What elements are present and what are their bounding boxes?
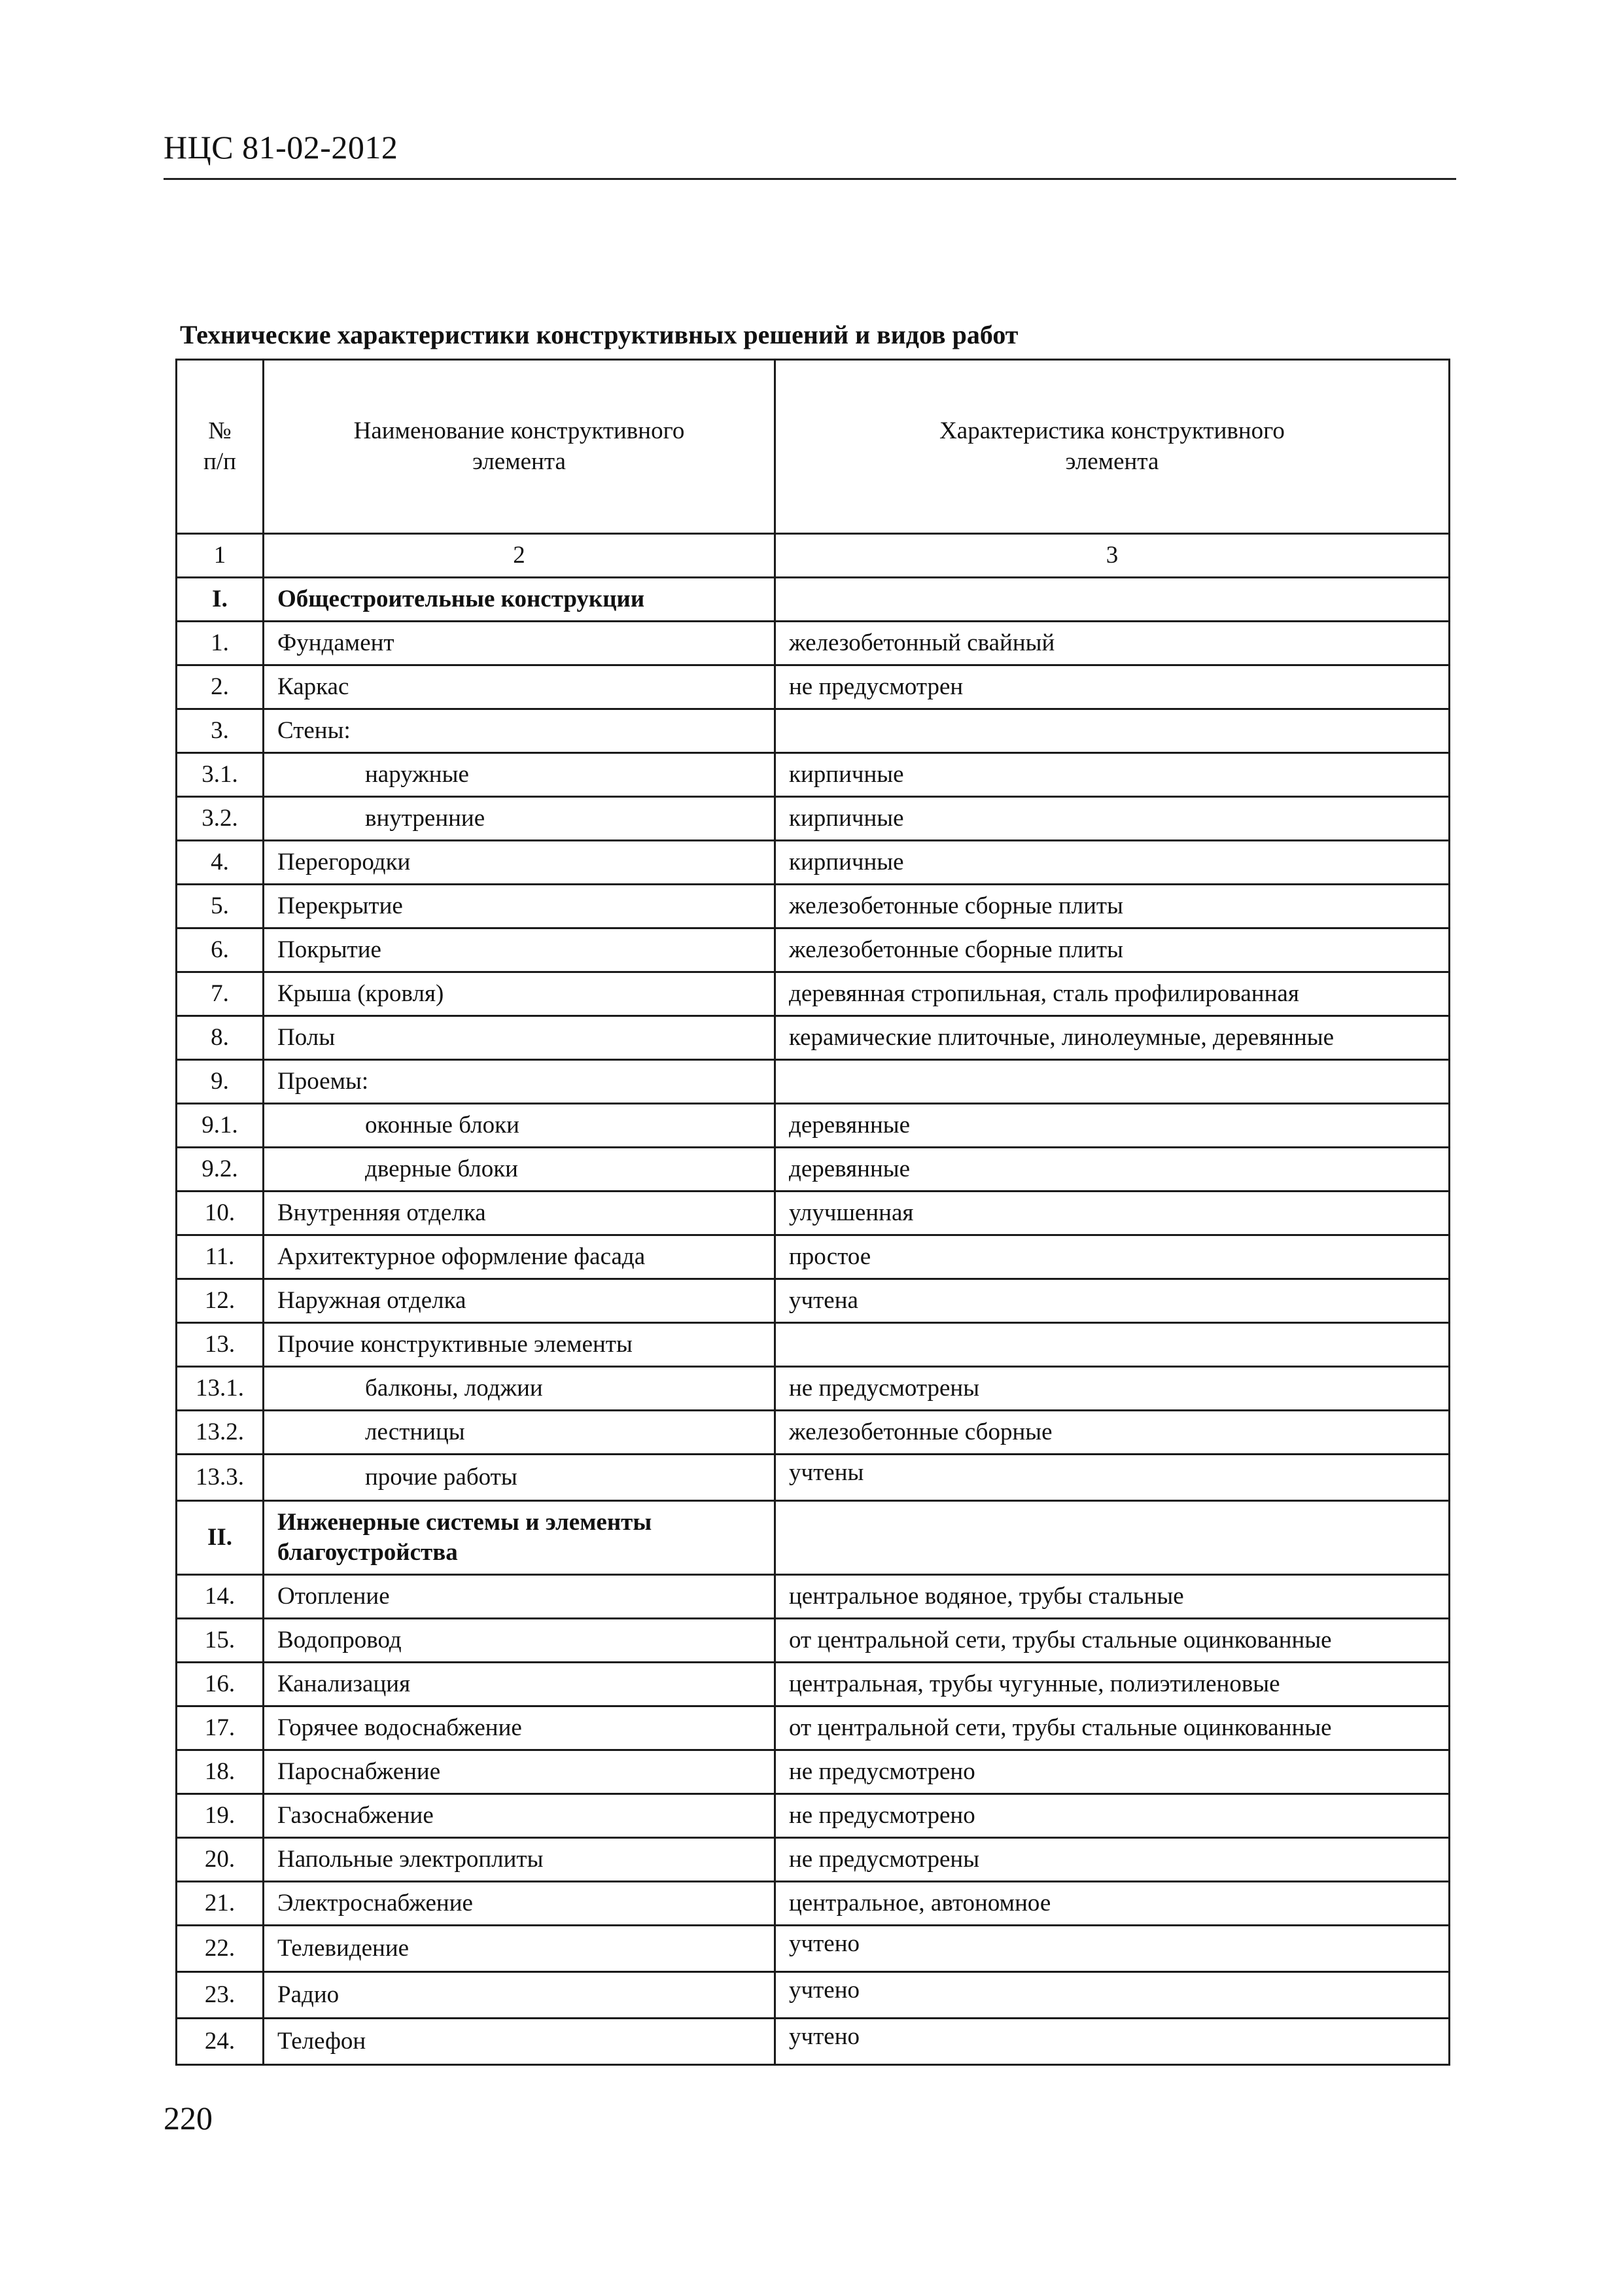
element-characteristic: учтена — [775, 1279, 1450, 1323]
document-code: НЦС 81-02-2012 — [164, 129, 398, 166]
table-row — [177, 1104, 1450, 1148]
element-name: Инженерные системы и элементы благоустройства — [264, 1501, 775, 1575]
element-characteristic: железобетонные сборные плиты — [775, 928, 1450, 972]
element-name: Перегородки — [264, 841, 775, 885]
table-row — [177, 2019, 1450, 2065]
element-characteristic — [775, 709, 1450, 753]
column-header-characteristic: Характеристика конструктивного элемента — [775, 360, 1450, 534]
element-characteristic: деревянные — [775, 1148, 1450, 1192]
element-name: Наружная отделка — [264, 1279, 775, 1323]
element-characteristic: не предусмотрены — [775, 1367, 1450, 1411]
element-characteristic: от центральной сети, трубы стальные оцинкованные — [775, 1706, 1450, 1750]
row-number: 8. — [177, 1016, 264, 1060]
element-characteristic: кирпичные — [775, 841, 1450, 885]
header-rule — [164, 178, 1456, 180]
element-name: Фундамент — [264, 622, 775, 665]
column-number-row — [177, 534, 1450, 578]
row-number: 3. — [177, 709, 264, 753]
element-characteristic: от центральной сети, трубы стальные оцинкованные — [775, 1619, 1450, 1663]
table-row — [177, 1706, 1450, 1750]
column-header-name: Наименование конструктивного элемента — [264, 360, 775, 534]
row-number: 21. — [177, 1882, 264, 1926]
table-row — [177, 1235, 1450, 1279]
table-row — [177, 1323, 1450, 1367]
row-number: 13.2. — [177, 1411, 264, 1455]
row-number: 17. — [177, 1706, 264, 1750]
element-characteristic: не предусмотрено — [775, 1750, 1450, 1794]
row-number: I. — [177, 578, 264, 622]
row-number: 6. — [177, 928, 264, 972]
table-row — [177, 1279, 1450, 1323]
row-number: 13.1. — [177, 1367, 264, 1411]
table-row — [177, 1455, 1450, 1501]
row-number: 11. — [177, 1235, 264, 1279]
row-number: 9.1. — [177, 1104, 264, 1148]
element-name: наружные — [264, 753, 775, 797]
table-row — [177, 1619, 1450, 1663]
element-characteristic: железобетонные сборные — [775, 1411, 1450, 1455]
element-name: прочие работы — [264, 1455, 775, 1501]
element-name: Телевидение — [264, 1926, 775, 1972]
row-number: 5. — [177, 885, 264, 928]
table-row — [177, 1663, 1450, 1706]
table-row — [177, 1411, 1450, 1455]
element-characteristic: железобетонные сборные плиты — [775, 885, 1450, 928]
table-row — [177, 1750, 1450, 1794]
row-number: 2. — [177, 665, 264, 709]
table-row — [177, 1367, 1450, 1411]
table-row — [177, 1882, 1450, 1926]
table-row — [177, 709, 1450, 753]
row-number: 9.2. — [177, 1148, 264, 1192]
column-number: 2 — [264, 534, 775, 578]
table-row — [177, 1016, 1450, 1060]
row-number: 22. — [177, 1926, 264, 1972]
element-name: Перекрытие — [264, 885, 775, 928]
element-name: Отопление — [264, 1575, 775, 1619]
table-row — [177, 1148, 1450, 1192]
element-name: Прочие конструктивные элементы — [264, 1323, 775, 1367]
table-row — [177, 1575, 1450, 1619]
row-number: 10. — [177, 1192, 264, 1235]
row-number: 13.3. — [177, 1455, 264, 1501]
element-name: Проемы: — [264, 1060, 775, 1104]
element-characteristic — [775, 578, 1450, 622]
column-header-number: № п/п — [177, 360, 264, 534]
column-number: 3 — [775, 534, 1450, 578]
row-number: 23. — [177, 1972, 264, 2019]
element-name: Водопровод — [264, 1619, 775, 1663]
table-row — [177, 622, 1450, 665]
section-row — [177, 1501, 1450, 1575]
element-name: Пароснабжение — [264, 1750, 775, 1794]
element-characteristic: простое — [775, 1235, 1450, 1279]
element-characteristic: деревянные — [775, 1104, 1450, 1148]
table-row — [177, 753, 1450, 797]
element-characteristic: центральная, трубы чугунные, полиэтиленовые — [775, 1663, 1450, 1706]
element-characteristic: центральное, автономное — [775, 1882, 1450, 1926]
table-row — [177, 1060, 1450, 1104]
element-characteristic: учтены — [775, 1455, 1450, 1501]
element-name: Крыша (кровля) — [264, 972, 775, 1016]
table-header-row — [177, 360, 1450, 534]
row-number: 16. — [177, 1663, 264, 1706]
element-characteristic: учтено — [775, 1972, 1450, 2019]
table-row — [177, 797, 1450, 841]
element-name: лестницы — [264, 1411, 775, 1455]
element-name: внутренние — [264, 797, 775, 841]
row-number: 14. — [177, 1575, 264, 1619]
element-name: Напольные электроплиты — [264, 1838, 775, 1882]
element-name: балконы, лоджии — [264, 1367, 775, 1411]
table-row — [177, 1192, 1450, 1235]
table-title: Технические характеристики конструктивных решений и видов работ — [180, 320, 1019, 349]
element-name: Внутренняя отделка — [264, 1192, 775, 1235]
page-number: 220 — [164, 2100, 213, 2136]
element-characteristic: деревянная стропильная, сталь профилированная — [775, 972, 1450, 1016]
element-characteristic — [775, 1501, 1450, 1575]
row-number: 7. — [177, 972, 264, 1016]
table-row — [177, 1794, 1450, 1838]
element-characteristic: не предусмотрены — [775, 1838, 1450, 1882]
element-characteristic — [775, 1323, 1450, 1367]
element-name: Канализация — [264, 1663, 775, 1706]
element-name: Полы — [264, 1016, 775, 1060]
element-characteristic: учтено — [775, 1926, 1450, 1972]
element-name: Радио — [264, 1972, 775, 2019]
row-number: 9. — [177, 1060, 264, 1104]
row-number: 20. — [177, 1838, 264, 1882]
element-characteristic: керамические плиточные, линолеумные, деревянные — [775, 1016, 1450, 1060]
table-row — [177, 665, 1450, 709]
row-number: 3.2. — [177, 797, 264, 841]
row-number: 12. — [177, 1279, 264, 1323]
row-number: 18. — [177, 1750, 264, 1794]
spec-table — [175, 359, 1450, 2066]
table-row — [177, 841, 1450, 885]
row-number: 1. — [177, 622, 264, 665]
element-characteristic: не предусмотрено — [775, 1794, 1450, 1838]
section-row — [177, 578, 1450, 622]
element-characteristic: центральное водяное, трубы стальные — [775, 1575, 1450, 1619]
element-name: Покрытие — [264, 928, 775, 972]
row-number: 24. — [177, 2019, 264, 2065]
table-row — [177, 1972, 1450, 2019]
element-name: Горячее водоснабжение — [264, 1706, 775, 1750]
row-number: 19. — [177, 1794, 264, 1838]
element-name: Газоснабжение — [264, 1794, 775, 1838]
element-characteristic: улучшенная — [775, 1192, 1450, 1235]
element-name: Электроснабжение — [264, 1882, 775, 1926]
column-number: 1 — [177, 534, 264, 578]
row-number: II. — [177, 1501, 264, 1575]
row-number: 3.1. — [177, 753, 264, 797]
element-characteristic: кирпичные — [775, 797, 1450, 841]
element-characteristic: кирпичные — [775, 753, 1450, 797]
row-number: 4. — [177, 841, 264, 885]
element-name: Стены: — [264, 709, 775, 753]
table-row — [177, 1838, 1450, 1882]
element-name: дверные блоки — [264, 1148, 775, 1192]
element-name: Телефон — [264, 2019, 775, 2065]
row-number: 13. — [177, 1323, 264, 1367]
element-name: оконные блоки — [264, 1104, 775, 1148]
table-row — [177, 885, 1450, 928]
row-number: 15. — [177, 1619, 264, 1663]
element-characteristic: учтено — [775, 2019, 1450, 2065]
element-name: Каркас — [264, 665, 775, 709]
table-row — [177, 1926, 1450, 1972]
table-row — [177, 972, 1450, 1016]
element-characteristic — [775, 1060, 1450, 1104]
element-characteristic: железобетонный свайный — [775, 622, 1450, 665]
element-characteristic: не предусмотрен — [775, 665, 1450, 709]
element-name: Архитектурное оформление фасада — [264, 1235, 775, 1279]
element-name: Общестроительные конструкции — [264, 578, 775, 622]
table-row — [177, 928, 1450, 972]
